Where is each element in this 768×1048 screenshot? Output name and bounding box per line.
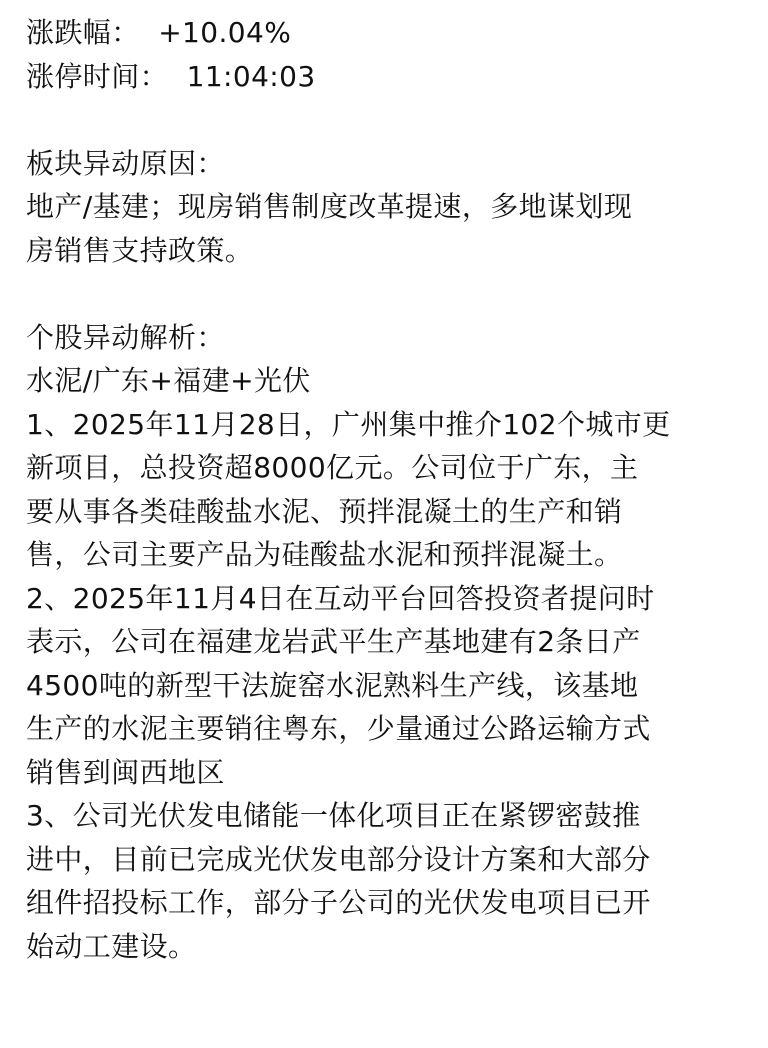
- stock-heading: 个股异动解析：: [26, 320, 225, 354]
- sector-line: 房销售支持政策。: [26, 233, 254, 267]
- sector-line: 地产/基建；现房销售制度改革提速，多地谋划现: [26, 190, 633, 223]
- stock-line: 1、2025年11月28日，广州集中推介102个城市更: [26, 407, 671, 441]
- stock-tags: 水泥/广东+福建+光伏: [26, 364, 311, 397]
- stock-line: 组件招投标工作，部分子公司的光伏发电项目已开: [26, 886, 651, 919]
- stock-line: 3、公司光伏发电储能一体化项目正在紧锣密鼓推: [26, 799, 641, 832]
- spacer: [26, 272, 746, 316]
- change-percent: 涨跌幅： +10.04%: [26, 16, 292, 49]
- stock-line: 进中，目前已完成光伏发电部分设计方案和大部分: [26, 842, 651, 876]
- stock-line: 销售到闽西地区: [26, 755, 225, 789]
- spacer: [26, 98, 746, 142]
- stock-line: 新项目，总投资超8000亿元。公司位于广东，主: [26, 451, 639, 484]
- stock-line: 生产的水泥主要销往粤东，少量通过公路运输方式: [26, 712, 651, 745]
- stock-line: 2、2025年11月4日在互动平台回答投资者提问时: [26, 581, 655, 615]
- stock-line: 要从事各类硅酸盐水泥、预拌混凝土的生产和销: [26, 494, 623, 528]
- stock-line: 表示，公司在福建龙岩武平生产基地建有2条日产: [26, 625, 641, 658]
- sector-heading: 板块异动原因：: [26, 146, 225, 180]
- limit-up-time: 涨停时间： 11:04:03: [26, 59, 316, 93]
- stock-line: 售，公司主要产品为硅酸盐水泥和预拌混凝土。: [26, 538, 623, 571]
- stock-line: 始动工建设。: [26, 929, 197, 963]
- document-body: [26, 11, 746, 968]
- stock-line: 4500吨的新型干法旋窑水泥熟料生产线，该基地: [26, 668, 639, 702]
